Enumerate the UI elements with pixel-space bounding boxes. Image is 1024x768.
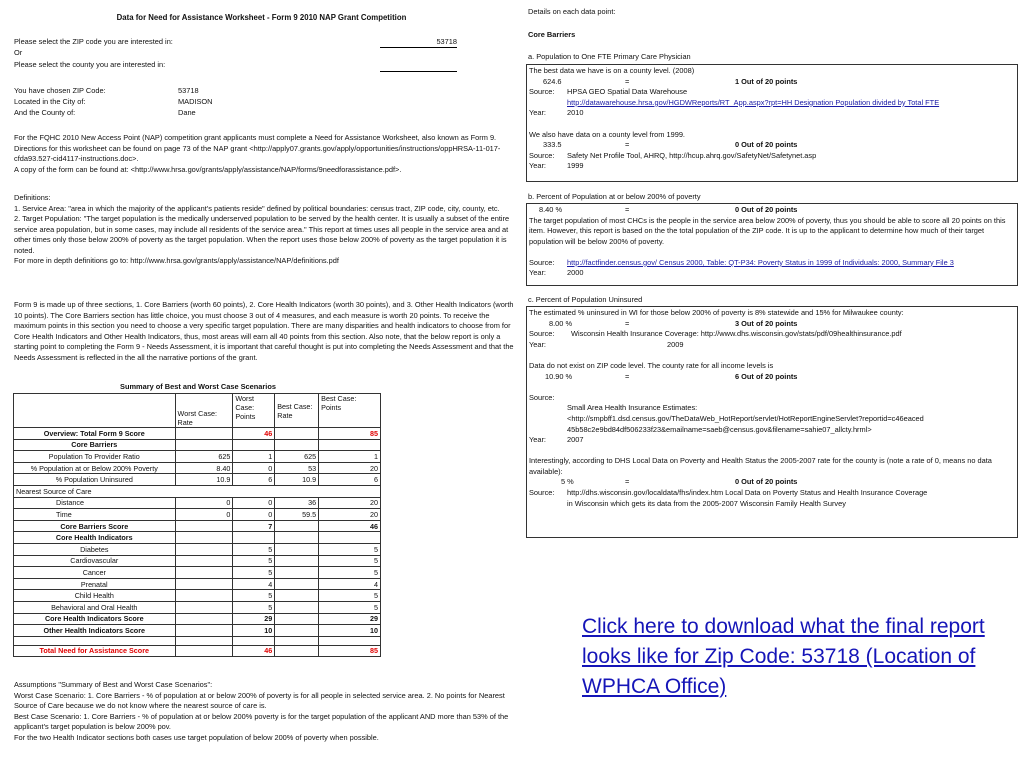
- county-select[interactable]: [380, 61, 457, 72]
- b-value-row: 8.40 % = 0 Out of 20 points: [539, 205, 798, 214]
- hrsa-warehouse-link[interactable]: http://datawarehouse.hrsa.gov/HGDWReports/RT_App.aspx?rpt=HH Designation Population divided by Total FTE: [567, 97, 940, 107]
- a2-year-row: Year: 1999: [529, 161, 584, 171]
- c2-source-line-2: <http://smpbff1.dsd.census.gov/TheDataWeb_HotReport/servlet/HotReportEngineServlet?reportid=c46eaced: [567, 413, 924, 423]
- header-worst-rate: Worst Case: Rate: [175, 394, 233, 428]
- table-row: % Population Uninsured 10.9 6 10.9 6: [14, 474, 381, 486]
- table-row: Time 0 0 59.5 20: [14, 509, 381, 521]
- c3-intro: Interestingly, according to DHS Local Data on Poverty and Health Status the 2005-2007 rate for the county is (note a rate of 0, means no data available):: [529, 456, 992, 476]
- table-header-row: [14, 394, 381, 428]
- c2-source-row: Source:: [529, 392, 555, 402]
- zip-prompt: Please select the ZIP code you are interested in:: [14, 37, 173, 46]
- city-label: Located in the City of:: [14, 97, 86, 106]
- section-c-title: c. Percent of Population Uninsured: [528, 295, 643, 304]
- a1-value-row: 624.6 = 1 Out of 20 points: [543, 76, 798, 86]
- table-row: Nearest Source of Care: [14, 485, 381, 497]
- table-row: Cancer 5 5: [14, 567, 381, 579]
- chosen-zip-value: 53718: [178, 86, 199, 95]
- factfinder-link[interactable]: http://factfinder.census.gov/ Census 2000, Table: QT-P34: Poverty Status in 1999 of Individuals: 2000, Summary File 3: [567, 257, 954, 267]
- section-b-title: b. Percent of Population at or below 200% of poverty: [528, 192, 701, 201]
- table-row: Core Health Indicators: [14, 532, 381, 544]
- definition-service-area: 1. Service Area: "area in which the majority of the applicant's patients reside" defined by political boundaries: census tract, ZIP code, city, county, etc.: [14, 203, 500, 213]
- b-source-row: Source: http://factfinder.census.gov/ Census 2000, Table: QT-P34: Poverty Status in 1999 of Individuals: 2000, Summary File 3: [529, 257, 954, 267]
- definitions-heading: Definitions:: [14, 193, 51, 202]
- or-label: Or: [14, 48, 23, 57]
- details-heading: Details on each data point:: [528, 7, 616, 16]
- header-worst-points: Worst Case: Points: [233, 394, 275, 428]
- table-row: Other Health Indicators Score 10 10: [14, 625, 381, 637]
- c3-value-row: 5 % = 0 Out of 20 points: [561, 477, 798, 487]
- assumptions-heading: Assumptions "Summary of Best and Worst Case Scenarios":: [14, 680, 213, 689]
- c3-source-row: Source: http://dhs.wisconsin.gov/localdata/fhs/index.htm Local Data on Poverty Status and Health Insurance Coverage: [529, 487, 928, 497]
- header-best-points: Best Case: Points: [319, 394, 381, 428]
- table-row: Diabetes 5 5: [14, 543, 381, 555]
- c1-year-row: Year: 2009: [529, 339, 684, 349]
- city-value: MADISON: [178, 97, 213, 106]
- section-a-title: a. Population to One FTE Primary Care Physician: [528, 52, 691, 61]
- definition-target-population: 2. Target Population: "The target population is the medically underserved population to be served by the health center. It is usually a subset of the entire service area population, but in some cases, may include all residents of the service area." This report at times uses all people in the service area and at other times only those below 200% of poverty as the target population. When the report uses those below 200% of poverty as the target population it is noted.: [14, 214, 510, 255]
- b-description: The target population of most CHCs is the people in the service area below 200% of poverty, thus you should be able to score all 20 points on this item. However, this report is based on the the total population of the ZIP code. It is up to the applicant to determine how much of their target population will be below 200% of poverty.: [529, 215, 1006, 246]
- worksheet-title: Data for Need for Assistance Worksheet - Form 9 2010 NAP Grant Competition: [116, 13, 407, 22]
- a2-intro-row: We also have data on a county level from 1999.: [529, 129, 685, 139]
- c1-value-row: 8.00 % = 3 Out of 20 points: [549, 318, 798, 328]
- table-row: Core Health Indicators Score 29 29: [14, 613, 381, 625]
- a1-source-row: Source: HPSA GEO Spatial Data Warehouse: [529, 87, 688, 97]
- definitions: [14, 193, 514, 267]
- core-barriers-heading: Core Barriers: [528, 30, 576, 39]
- zip-select[interactable]: [380, 37, 457, 48]
- a1-year-row: Year: 2010: [529, 108, 584, 118]
- assumptions: [14, 680, 520, 743]
- table-row: Prenatal 4 4: [14, 578, 381, 590]
- b-year-row: Year: 2000: [529, 268, 584, 278]
- c2-year-row: Year: 2007: [529, 435, 584, 445]
- assumption-best-case: Best Case Scenario: 1. Core Barriers - % of population at or below 200% poverty is for the target population of the applicant AND more than 53% of the applicant's target population is below 200% pov.: [14, 711, 509, 732]
- assumption-worst-case: Worst Case Scenario: 1. Core Barriers - % of population at or below 200% of poverty is for all people in selected service area. 2. No points for Nearest Source of Care because we do not know where the nearest source of care is.: [14, 690, 505, 711]
- table-row: Core Barriers: [14, 439, 381, 451]
- county-value: Dane: [178, 108, 196, 117]
- c2-intro-row: Data do not exist on ZIP code level. The county rate for all income levels is: [529, 360, 774, 370]
- c1-intro-row: The estimated % uninsured in WI for those below 200% of poverty is 8% statewide and 15% for Milwaukee county:: [529, 308, 904, 317]
- table-row: Population To Provider Ratio 625 1 625 1: [14, 451, 381, 463]
- definitions-more: For more in depth definitions go to: http://www.hrsa.gov/grants/apply/assistance/NAP/definitions.pdf: [14, 256, 339, 266]
- intro-paragraph-1: For the FQHC 2010 New Access Point (NAP) competition grant applicants must complete a Need for Assistance Worksheet, also known as Form 9. Directions for this worksheet can be found on page 73 of the NAP grant <http://apply07.grants.gov/apply/opportunities/instructions/oppHRSA-11-017-cfda93.527-cid4117-instructions.doc>.: [14, 133, 501, 164]
- intro-text: [14, 133, 514, 175]
- c2-source-line-3: 45b58c2e9bd84df506233f23&emailname=saeb@census.gov&filename=sahie07_allcty.hrml>: [567, 424, 872, 434]
- county-label: And the County of:: [14, 108, 76, 117]
- summary-title: Summary of Best and Worst Case Scenarios: [120, 382, 276, 391]
- c1-source-row: Source: Wisconsin Health Insurance Coverage: http://www.dhs.wisconsin.gov/stats/pdf/09healthinsurance.pdf: [529, 329, 902, 339]
- assumption-health-indicators: For the two Health Indicator sections both cases use target population of below 200% of poverty when possible.: [14, 732, 379, 742]
- a1-link-row: [529, 98, 1015, 109]
- table-row: Cardiovascular 5 5: [14, 555, 381, 567]
- section-c-box: [526, 306, 1018, 538]
- table-row: % Population at or Below 200% Poverty 8.40 0 53 20: [14, 462, 381, 474]
- table-row: [14, 636, 381, 645]
- section-b-box: [526, 203, 1018, 286]
- c3-source-line-2: in Wisconsin which gets its data from the 2005-2007 Wisconsin Family Health Survey: [567, 498, 846, 508]
- summary-table: [13, 393, 381, 657]
- intro-paragraph-2: A copy of the form can be found at: <http://www.hrsa.gov/grants/apply/assistance/NAP/forms/9needforassistance.pdf>.: [14, 164, 402, 174]
- table-row: Total Need for Assistance Score 46 85: [14, 645, 381, 657]
- table-row: Child Health 5 5: [14, 590, 381, 602]
- a2-source-row: Source: Safety Net Profile Tool, AHRQ, http://hcup.ahrq.gov/SafetyNet/Safetynet.asp: [529, 150, 817, 160]
- table-row: Overview: Total Form 9 Score 46 85: [14, 428, 381, 440]
- form9-description: Form 9 is made up of three sections, 1. Core Barriers (worth 60 points), 2. Core Health Indicators (worth 30 points), and 3. Other Health Indicators (worth 10 points). The Core Barriers section has little choice, you must choose 3 out of 4 measures, and each measure is worth 20 points. To receive the maximum points in this section you need to choose a very specific target population. There are many disparities and health indicators to choose from for Core Health Indicators and Other Health Indicators, thus, most areas will earn all 40 points from this section. Also note, that the below report is only a starting point to completing the Form 9 - Needs Assessment, it is important that careful thought is put into completing the Needs Assessment and that the Needs Assessment is reflected in the all the narrative portions of the grant.: [14, 300, 514, 362]
- a2-value-row: 333.5 = 0 Out of 20 points: [543, 140, 798, 150]
- county-prompt: Please select the county you are interested in:: [14, 60, 166, 69]
- header-best-rate: Best Case: Rate: [275, 394, 319, 428]
- section-a-box: [526, 64, 1018, 182]
- chosen-zip-label: You have chosen ZIP Code:: [14, 86, 106, 95]
- download-report-link[interactable]: Click here to download what the final report looks like for Zip Code: 53718 (Location of WPHCA Office): [582, 615, 985, 698]
- zip-select-value: 53718: [436, 37, 457, 46]
- a1-intro-row: The best data we have is on a county level. (2008): [529, 66, 695, 75]
- table-row: Behavioral and Oral Health 5 5: [14, 601, 381, 613]
- table-row: Core Barriers Score 7 46: [14, 520, 381, 532]
- table-row: Distance 0 0 36 20: [14, 497, 381, 509]
- c2-source-line-1: Small Area Health Insurance Estimates:: [567, 403, 698, 413]
- c2-value-row: 10.90 % = 6 Out of 20 points: [545, 371, 798, 381]
